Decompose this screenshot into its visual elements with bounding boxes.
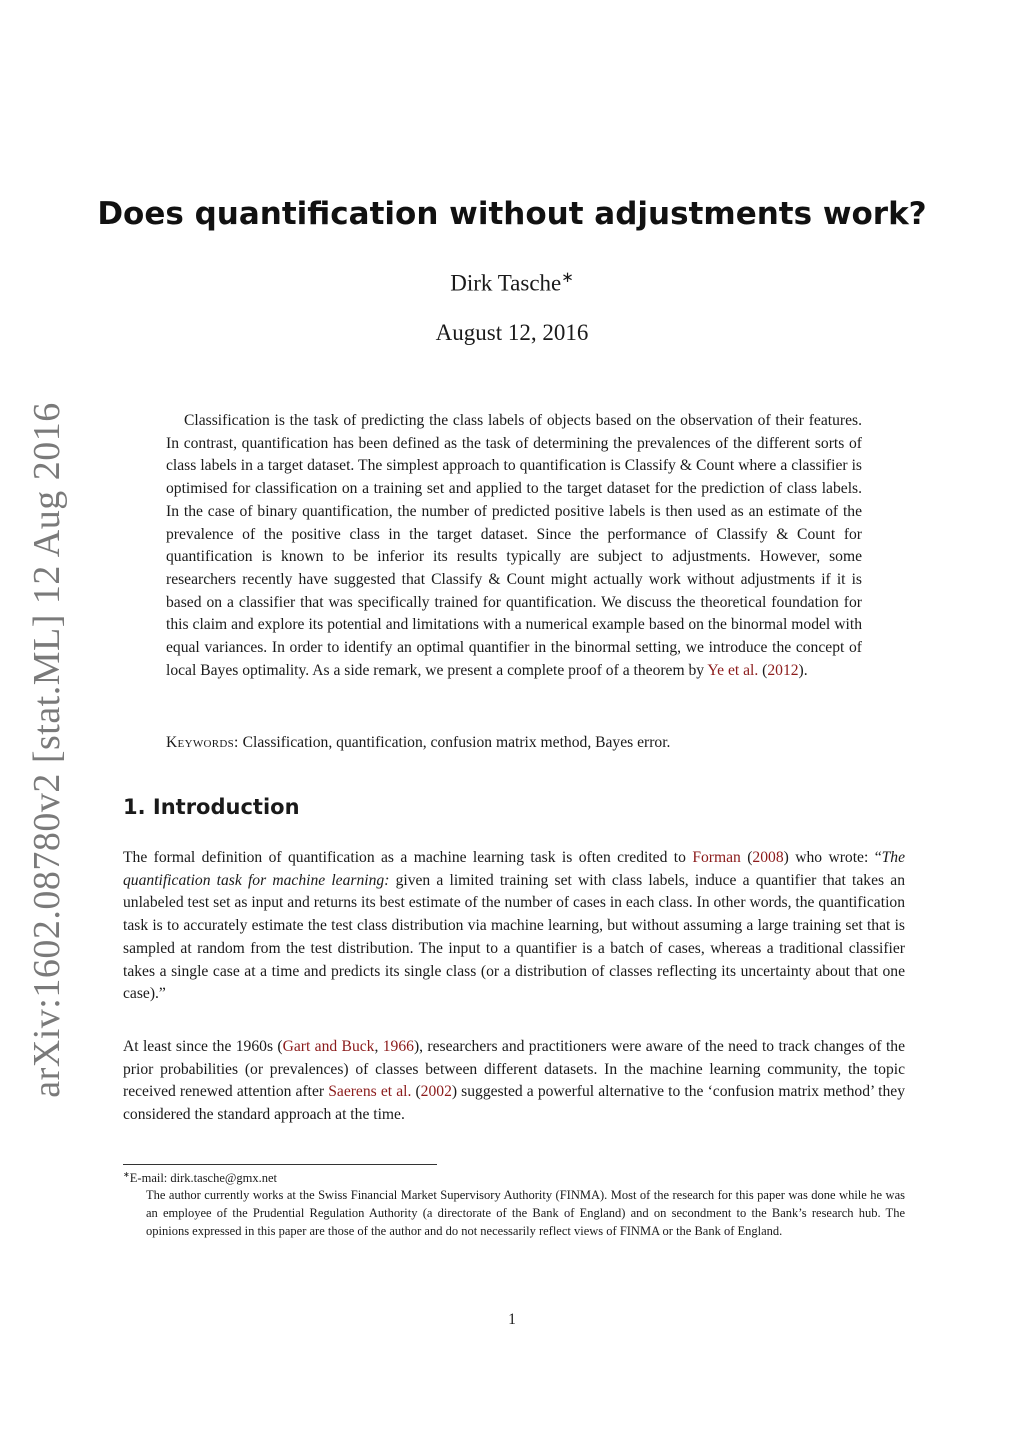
footnote-text: The author currently works at the Swiss Financial Market Supervisory Authority (FINMA). Most of the research for this paper was done while he was an employee of the Prudential Regulation Authority (a directorate of the Bank of England) and on secondment to the Bank’s research hub. The opinions expressed in this paper are those of the author and do not necessarily reflect views of FINMA or the Bank of England.: [146, 1188, 905, 1238]
paper-title: Does quantification without adjustments work?: [97, 196, 927, 232]
citation-forman-year[interactable]: 2008: [752, 849, 784, 866]
citation-saerens-author[interactable]: Saerens et al.: [328, 1083, 412, 1101]
page-number: 1: [508, 1311, 516, 1328]
citation-gart-author[interactable]: Gart and Buck: [282, 1038, 375, 1055]
intro-p1-text-a: The formal definition of quantification as a machine learning task is often credited to: [123, 849, 693, 866]
footnote-mark: ∗: [123, 1170, 130, 1179]
keywords-text: Classification, quantification, confusion matrix method, Bayes error.: [242, 734, 671, 751]
intro-p2-text-c: suggested a powerful alternative to the ‘confusion matrix method’ they considered the standard approach at the time.: [123, 1083, 905, 1124]
footnote-email: [123, 1169, 277, 1186]
abstract-end: .: [803, 661, 808, 679]
intro-p2-text-b: ), researchers and practitioners were aware of the need to track changes of the prior probabilities (or prevalences) of classes between different datasets. In the machine learning community, the topic received renewed attention after: [123, 1038, 905, 1101]
abstract: [166, 410, 862, 682]
keywords: [166, 734, 862, 752]
citation-saerens-year[interactable]: 2002: [420, 1083, 452, 1101]
author-name: Dirk Tasche: [450, 270, 562, 296]
section-heading-introduction: 1. Introduction: [123, 795, 300, 819]
footnote-divider: [123, 1164, 437, 1165]
citation-gart-year[interactable]: 1966: [382, 1038, 414, 1055]
paper-date: August 12, 2016: [435, 320, 589, 345]
arxiv-identifier: arXiv:1602.08780v2 [stat.ML] 12 Aug 2016: [26, 402, 68, 1098]
abstract-text: Classification is the task of predicting the class labels of objects based on the observation of their features. In contrast, quantification has been defined as the task of determining the prevalences of the different sorts of class labels in a target dataset. The simplest approach to quantification is Classify & Count where a classifier is optimised for classification on a training set and applied to the target dataset for the prediction of class labels. In the case of binary quantification, the number of predicted positive labels is then used as an estimate of the prevalence of the positive class in the target dataset. Since the performance of Classify & Count for quantification is known to be inferior its results typically are subject to adjustments. However, some researchers recently have suggested that Classify & Count might actually work without adjustments if it is based on a classifier that was specifically trained for quantification. We discuss the theoretical foundation for this claim and explore its potential and limitations with a numerical example based on the binormal model with equal variances. In order to identify an optimal quantifier in the binormal setting, we introduce the concept of local Bayes optimality. As a side remark, we present a complete proof of a theorem by: [166, 412, 862, 679]
author-footnote-mark[interactable]: ∗: [561, 270, 574, 286]
intro-p2-text-a: At least since the 1960s (: [123, 1038, 283, 1055]
citation-ye-author[interactable]: Ye et al.: [707, 661, 759, 679]
abstract-paragraph: Classification is the task of predicting the class labels of objects based on the observation of their features. In contrast, quantification has been defined as the task of determining the prevalences of the different sorts of class labels in a target dataset. The simplest approach to quantification is Classify & Count where a classifier is optimised for classification on a training set and applied to the target dataset for the prediction of class labels. In the case of binary quantification, the number of predicted positive labels is then used as an estimate of the prevalence of the positive class in the target dataset. Since the performance of Classify & Count for quantification is known to be inferior its results typically are subject to adjustments. However, some researchers recently have suggested that Classify & Count might actually work without adjustments if it is based on a classifier that was specifically trained for quantification. We discuss the theoretical foundation for this claim and explore its potential and limitations with a numerical example based on the binormal model with equal variances. In order to identify an optimal quantifier in the binormal setting, we introduce the concept of local Bayes optimality. As a side remark, we present a complete proof of a theorem by Ye et al. (2012).: [166, 412, 862, 679]
intro-paragraph-2: At least since the 1960s (Gart and Buck, 1966), researchers and practitioners were aware of the need to track changes of the prior probabilities (or prevalences) of classes between different datasets. In the machine learning community, the topic received renewed attention after Saerens et al. (2002) suggested a powerful alternative to the ‘confusion matrix method’ they considered the standard approach at the time.: [123, 1038, 905, 1124]
intro-paragraph-1: The formal definition of quantification as a machine learning task is often credited to Forman (2008) who wrote: “The quantification task for machine learning: given a limited training set with class labels, induce a quantifier that takes an unlabeled test set as input and returns its best estimate of the number of cases in each class. In other words, the quantification task is to accurately estimate the test class distribution via machine learning, but without assuming a large training set that is sampled at random from the test distribution. The input to a quantifier is a batch of cases, whereas a traditional classifier takes a single case at a time and predicts its single class (or a distribution of classes reflecting its uncertainty about that one case).”: [123, 849, 906, 1003]
citation-forman-author[interactable]: Forman: [692, 849, 741, 866]
footnote-email-text: E-mail: dirk.tasche@gmx.net: [129, 1171, 278, 1186]
citation-ye-year[interactable]: 2012: [767, 661, 799, 679]
intro-p1-text-c: given a limited training set with class labels, induce a quantifier that takes an unlabeled test set as input and returns its best estimate of the number of cases in each class. In other words, the quantification task is to accurately estimate the test class distribution via machine learning, but without assuming a large training set that is sampled at random from the test distribution. The input to a quantifier is a batch of cases, whereas a traditional classifier takes a single case at a time and predicts its single class (or a distribution of classes reflecting its uncertainty about that one case).”: [123, 871, 905, 1003]
intro-p1-text-b: who wrote: “: [788, 849, 882, 866]
keywords-label: Keywords:: [166, 734, 239, 751]
author-line: [0, 268, 1024, 297]
intro-p1-italic: The quantification task for machine learning:: [123, 849, 906, 889]
